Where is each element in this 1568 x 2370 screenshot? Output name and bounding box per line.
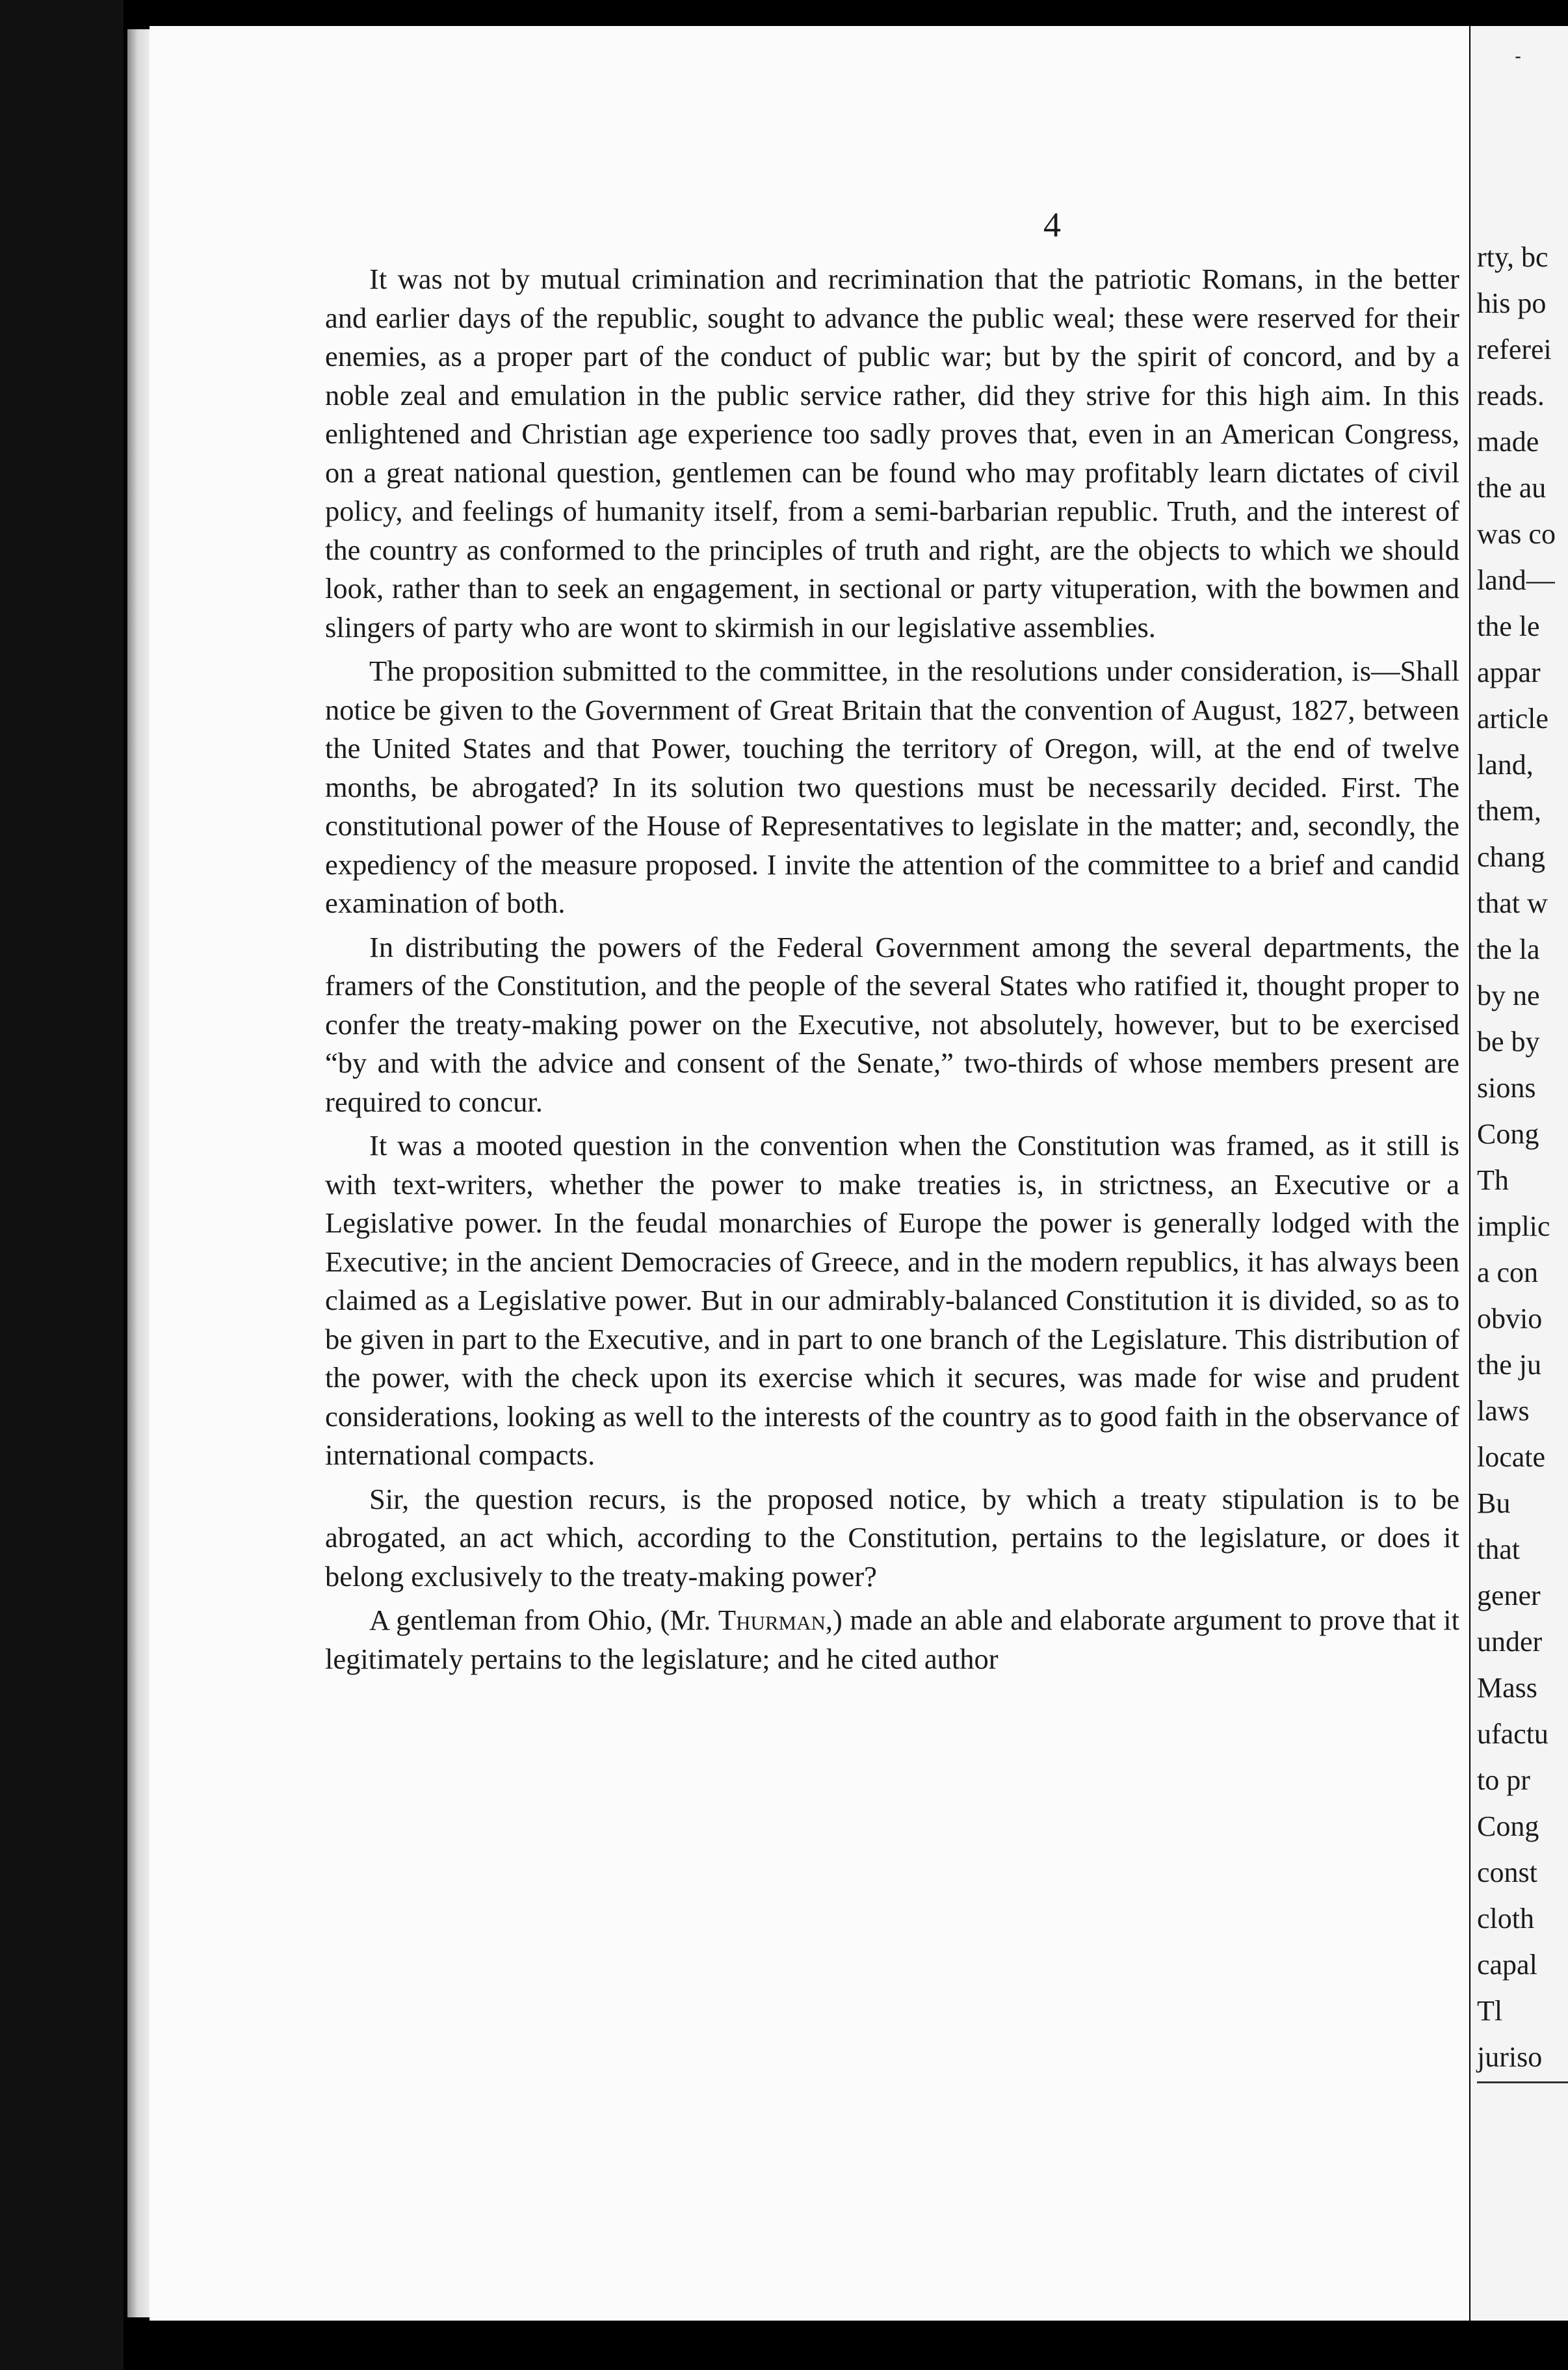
facing-page-line: Bu <box>1477 1487 1511 1519</box>
facing-page-line: the le <box>1477 610 1540 642</box>
facing-page-line: by ne <box>1477 980 1540 1011</box>
facing-page-line: that <box>1477 1533 1520 1565</box>
paragraph-6-end: ) made an able and elaborate argument to prove that it legitimately pertains to the legislature; and he cited author <box>325 1604 1459 1675</box>
facing-page-rule <box>1477 2081 1568 2083</box>
facing-page-line: under <box>1477 1626 1543 1658</box>
facing-page-line: Mass <box>1477 1672 1537 1704</box>
paragraph-2: The proposition submitted to the committee, in the resolutions under consideration, is—Shall notice be given to the Government of Great Britain that the convention of August, 1827, between the United States and that Power, touching the territory of Oregon, will, at the end of twelve months, be abrogated? In its solution two questions must be necessarily decided. First. The constitutional power of the House of Representatives to legislate in the matter; and, secondly, the expediency of the measure proposed. I invite the attention of the committee to a brief and candid examination of both. <box>325 655 1459 919</box>
facing-page-line: was co <box>1477 518 1556 550</box>
facing-page-line: the la <box>1477 933 1540 965</box>
facing-page-line: be by <box>1477 1026 1540 1058</box>
facing-page-line: the ju <box>1477 1349 1541 1381</box>
facing-page-line: const <box>1477 1856 1537 1888</box>
facing-page-line: gener <box>1477 1580 1541 1611</box>
facing-page-line: the au <box>1477 472 1547 504</box>
paragraph-4: It was a mooted question in the convention when the Constitution was framed, as it still is with text-writers, whether the power to make treaties is, in strictness, an Executive or a Legislative power. In the feudal monarchies of Europe the power is generally lodged with the Executive; in the ancient Democracies of Greece, and in the modern republics, it has always been claimed as a Legislative power. But in our admirably-balanced Constitution it is divided, so as to be given in part to the Executive, and in part to one branch of the Legislature. This distribution of the power, with the check upon its exercise which it secures, was made for wise and prudent considerations, looking as well to the interests of the country as to good faith in the observance of international compacts. <box>325 1129 1459 1471</box>
facing-page-line: laws <box>1477 1395 1530 1427</box>
facing-page-line: sions <box>1477 1072 1536 1104</box>
facing-page-line: obvio <box>1477 1303 1543 1335</box>
facing-page-line: to pr <box>1477 1764 1530 1796</box>
paragraph-1: It was not by mutual crimination and recrimination that the patriotic Romans, in the better and earlier days of the republic, sought to advance the public weal; these were reserved for their enemies, as a proper part of the conduct of public war; but by the spirit of concord, and by a noble zeal and emulation in the public service rather, did they strive for this high aim. In this enlightened and Christian age experience too sadly proves that, even in an American Congress, on a great national question, gentlemen can be found who may profitably learn dictates of civil policy, and feelings of humanity itself, from a semi-barbarian republic. Truth, and the interest of the country as conformed to the principles of truth and right, are the objects to which we should look, rather than to seek an engagement, in sectional or party vituperation, with the bowmen and slingers of party who are wont to skirmish in our legislative assemblies. <box>325 263 1459 644</box>
speaker-name: Thurman, <box>718 1604 833 1636</box>
facing-page-line: his po <box>1477 287 1547 319</box>
facing-page-line: Cong <box>1477 1118 1539 1150</box>
facing-page-line: cloth <box>1477 1903 1534 1934</box>
paragraph-3: In distributing the powers of the Federal Government among the several departments, the framers of the Constitution, and the people of the several States who ratified it, thought proper to confer the treaty-making power on the Executive, not absolutely, however, but to be exercised “by and with the advice and consent of the Senate,” two-thirds of whose members present are required to concur. <box>325 930 1459 1118</box>
facing-page-line: Th <box>1477 1164 1509 1196</box>
paragraph-5: Sir, the question recurs, is the proposed notice, by which a treaty stipulation is to be abrogated, an act which, according to the Constitution, pertains to the legislature, or does it belong exclusively to the treaty-making power? <box>325 1482 1459 1593</box>
facing-page-line: article <box>1477 703 1548 735</box>
facing-page-line: a con <box>1477 1257 1539 1288</box>
facing-page-line: implic <box>1477 1210 1550 1242</box>
facing-page-line: that w <box>1477 887 1548 919</box>
scan-left-margin <box>0 0 124 2370</box>
facing-page-line: chang <box>1477 841 1546 873</box>
facing-page-line: reads. <box>1477 380 1545 411</box>
facing-page-line: them, <box>1477 795 1541 827</box>
facing-page-line: made <box>1477 426 1539 458</box>
facing-page <box>1470 26 1568 2321</box>
paragraph-6 <box>325 1601 1459 1678</box>
facing-page-line: appar <box>1477 657 1541 688</box>
facing-page-line: ufactu <box>1477 1718 1548 1750</box>
facing-page-line: capal <box>1477 1949 1537 1981</box>
facing-page-mark: - <box>1515 46 1521 67</box>
facing-page-line: rty, bc <box>1477 241 1548 273</box>
facing-page-line: Tl <box>1477 1995 1503 2027</box>
facing-page-line: referei <box>1477 333 1552 365</box>
body-text <box>325 260 1459 1684</box>
page-number: 4 <box>1043 205 1061 244</box>
facing-page-line: land— <box>1477 564 1555 596</box>
facing-page-line: land, <box>1477 749 1534 781</box>
facing-page-line: Cong <box>1477 1810 1539 1842</box>
paragraph-6-start: A gentleman from Ohio, (Mr. <box>369 1604 718 1636</box>
facing-page-line: locate <box>1477 1441 1546 1473</box>
facing-page-line: juriso <box>1477 2041 1543 2073</box>
